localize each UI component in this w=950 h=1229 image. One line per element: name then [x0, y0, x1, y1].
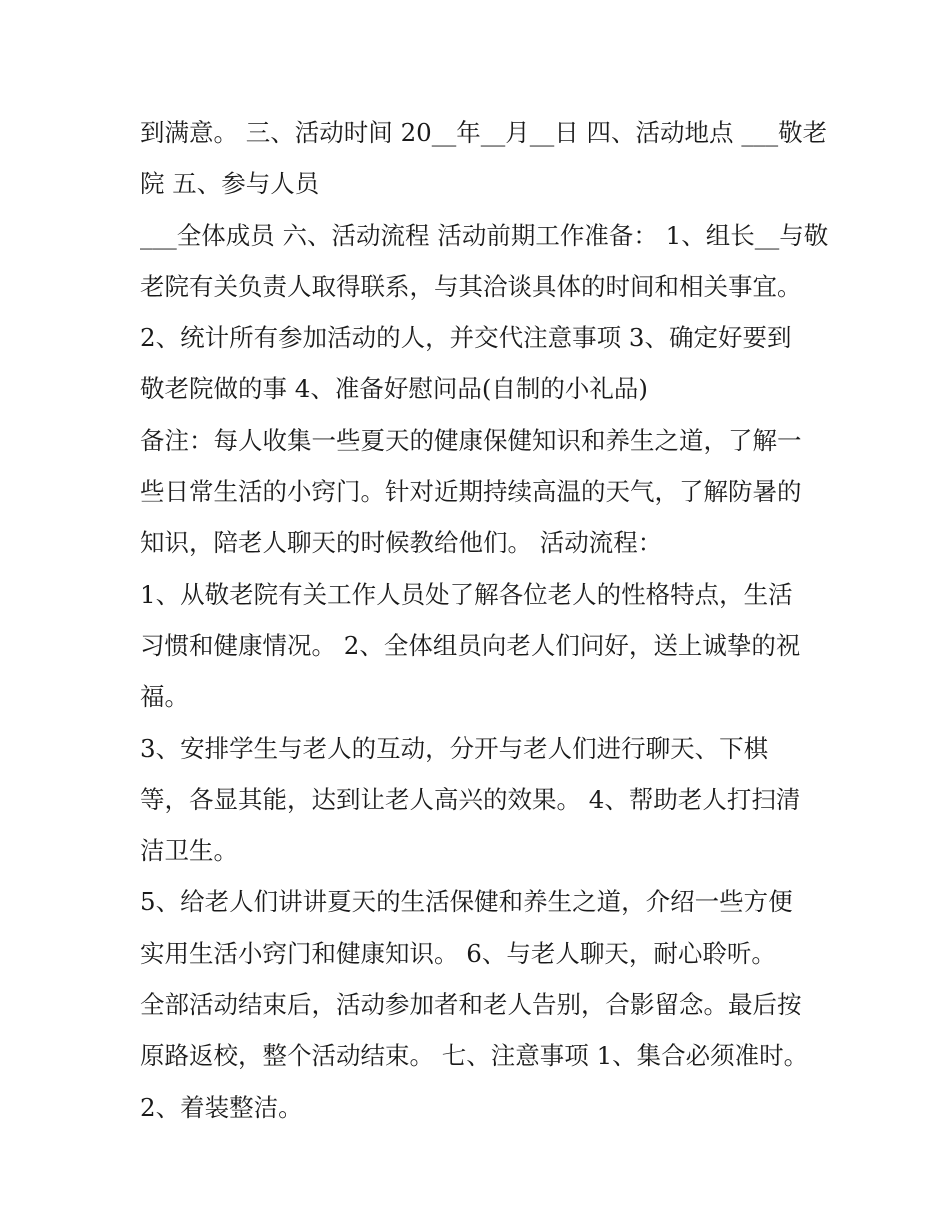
text-line-15: 洁卫生。	[140, 836, 238, 866]
text-line-9: 知识，陪老人聊天的时候教给他们。 活动流程：	[140, 528, 663, 558]
text-line-4: 老院有关负责人取得联系，与其洽谈具体的时间和相关事宜。	[140, 271, 802, 301]
text-line-7: 备注：每人收集一些夏天的健康保健知识和养生之道，了解一	[140, 425, 802, 455]
text-line-5: 2、统计所有参加活动的人，并交代注意事项 3、确定好要到	[140, 323, 792, 353]
text-line-2: 院 五、参与人员	[140, 169, 320, 199]
text-line-19: 原路返校，整个活动结束。 七、注意事项 1、集合必须准时。	[140, 1041, 809, 1071]
text-line-16: 5、给老人们讲讲夏天的生活保健和养生之道，介绍一些方便	[140, 887, 793, 917]
text-line-20: 2、着装整洁。	[140, 1092, 303, 1122]
text-line-6: 敬老院做的事 4、准备好慰问品(自制的小礼品)	[140, 374, 648, 404]
text-line-10: 1、从敬老院有关工作人员处了解各位老人的性格特点，生活	[140, 579, 793, 609]
text-line-12: 福。	[140, 682, 189, 712]
text-line-17: 实用生活小窍门和健康知识。 6、与老人聊天，耐心聆听。	[140, 938, 776, 968]
text-line-18: 全部活动结束后，活动参加者和老人告别，合影留念。最后按	[140, 990, 802, 1020]
text-line-3: ___全体成员 六、活动流程 活动前期工作准备： 1、组长__与敬	[140, 220, 829, 250]
text-line-14: 等，各显其能，达到让老人高兴的效果。 4、帮助老人打扫清	[140, 784, 801, 814]
text-line-8: 些日常生活的小窍门。针对近期持续高温的天气，了解防暑的	[140, 477, 802, 507]
document-body	[140, 107, 829, 1133]
text-line-1: 到满意。 三、活动时间 20__年__月__日 四、活动地点 ___敬老	[140, 118, 828, 147]
text-line-11: 习惯和健康情况。 2、全体组员向老人们问好，送上诚挚的祝	[140, 630, 801, 660]
text-line-13: 3、安排学生与老人的互动，分开与老人们进行聊天、下棋	[140, 733, 769, 763]
